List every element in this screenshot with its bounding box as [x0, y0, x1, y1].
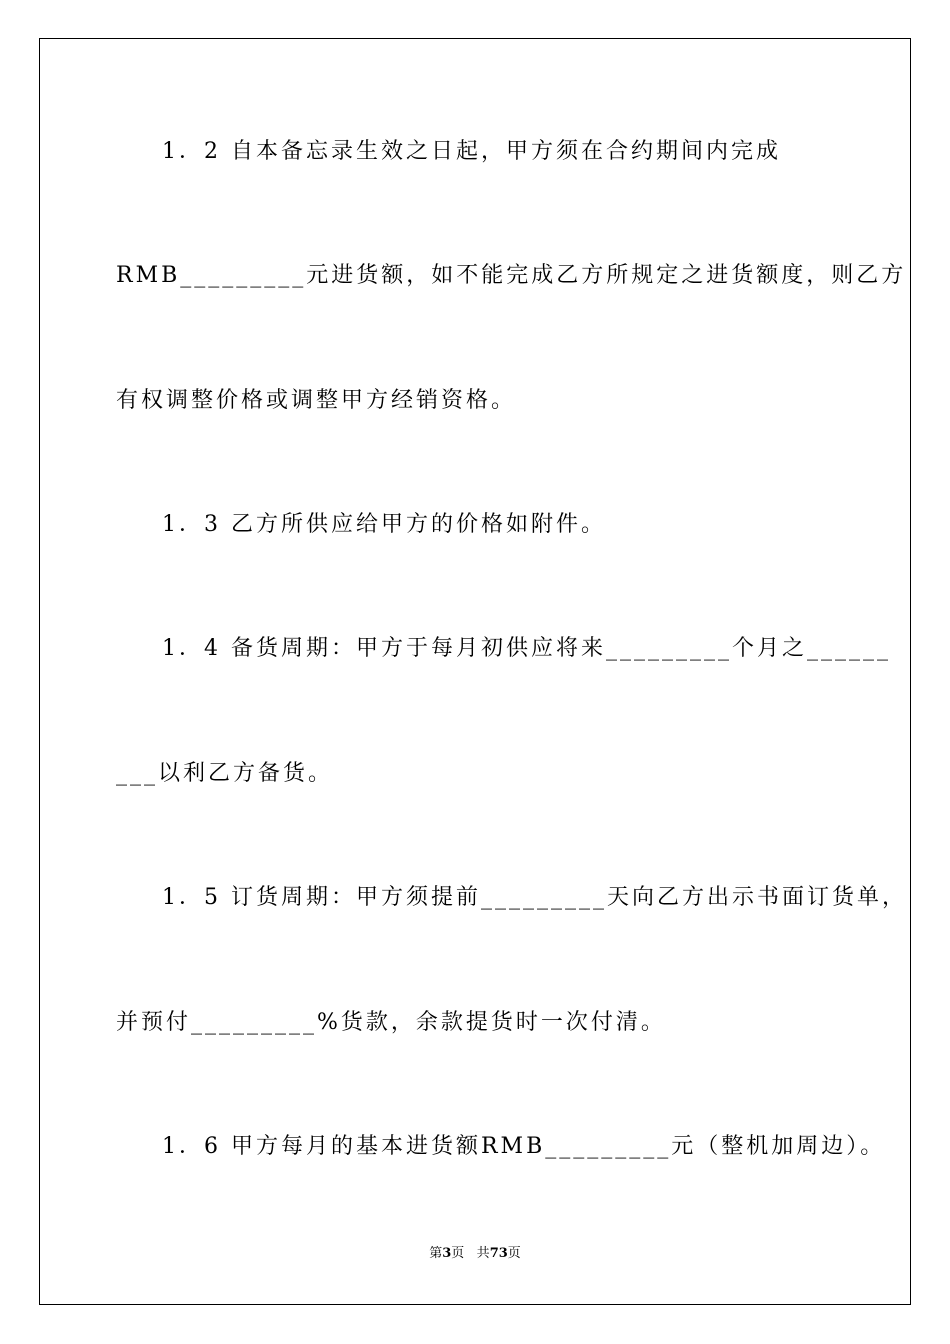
footer-page-prefix: 第 — [429, 1246, 443, 1261]
clause-1-4-line-1: 1．4 备货周期：甲方于每月初供应将来_________个月之______ — [162, 636, 891, 661]
clause-1-5-line-1: 1．5 订货周期：甲方须提前_________天向乙方出示书面订货单， — [162, 885, 907, 910]
footer-total-pages: 73 — [489, 1246, 508, 1261]
footer-page-number: 3 — [442, 1246, 452, 1261]
page-frame — [39, 38, 911, 1305]
clause-1-2-line-1: 1．2 自本备忘录生效之日起，甲方须在合约期间内完成 — [162, 139, 781, 164]
page-footer — [0, 1245, 950, 1263]
clause-1-2-line-2: RMB_________元进货额，如不能完成乙方所规定之进货额度，则乙方 — [116, 263, 907, 288]
footer-total-prefix: 共 — [476, 1246, 490, 1261]
clause-1-4-line-2: ___以利乙方备货。 — [116, 761, 334, 786]
footer-total-suffix: 页 — [507, 1246, 521, 1261]
clause-1-3-line-1: 1．3 乙方所供应给甲方的价格如附件。 — [162, 512, 606, 537]
footer-page-suffix: 页 — [451, 1246, 465, 1261]
clause-1-5-line-2: 并预付_________%货款，余款提货时一次付清。 — [116, 1010, 666, 1035]
clause-1-6-line-1: 1．6 甲方每月的基本进货额RMB_________元（整机加周边）。 — [162, 1134, 886, 1159]
clause-1-2-line-3: 有权调整价格或调整甲方经销资格。 — [116, 388, 517, 413]
